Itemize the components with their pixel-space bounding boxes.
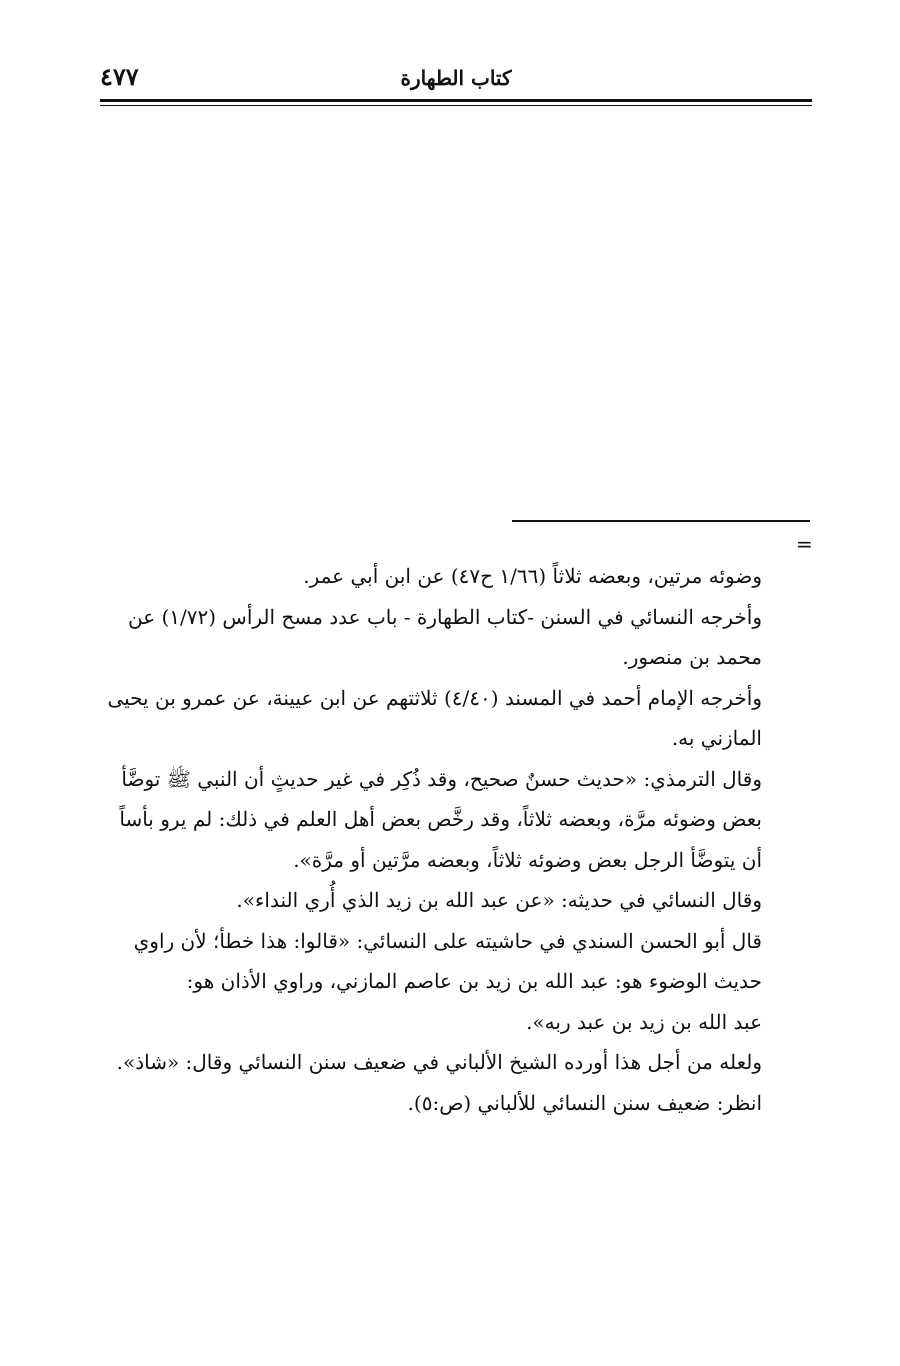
footnote-line: وضوئه مرتين، وبعضه ثلاثاً (١/٦٦ ح٤٧) عن ابن أبي عمر.: [303, 564, 762, 588]
footnote-line: عبد الله بن زيد بن عبد ربه».: [526, 1009, 762, 1034]
footnote-line: قال أبو الحسن السندي في حاشيته على النسائي: «قالوا: هذا خطأ؛ لأن راوي: [133, 928, 762, 953]
footnote-line: أن يتوضَّأ الرجل بعض وضوئه ثلاثاً، وبعضه مرَّتين أو مرَّة».: [293, 847, 762, 872]
footnote-line: وقال النسائي في حديثه: «عن عبد الله بن زيد الذي أُري النداء».: [236, 888, 762, 912]
footnote-line: محمد بن منصور.: [622, 645, 762, 669]
footnote-separator: [512, 520, 810, 522]
footnote-continuation-mark: =: [796, 532, 813, 556]
footnote-line: وقال الترمذي: «حديث حسنٌ صحيح، وقد ذُكِر في غير حديثٍ أن النبي ﷺ توضَّأ: [121, 766, 762, 791]
book-title: كتاب الطهارة: [400, 66, 512, 90]
footnote-line: وأخرجه النسائي في السنن -كتاب الطهارة - باب عدد مسح الرأس (١/٧٢) عن: [127, 604, 762, 629]
footnote-body: [100, 556, 762, 1123]
header-rule: [100, 99, 812, 102]
footnote-line: وأخرجه الإمام أحمد في المسند (٤/٤٠) ثلاثتهم عن ابن عيينة، عن عمرو بن يحيى: [107, 685, 762, 710]
footnote-line: ولعله من أجل هذا أورده الشيخ الألباني في ضعيف سنن النسائي وقال: «شاذ».: [116, 1050, 762, 1074]
footnote-line: المازني به.: [671, 726, 762, 750]
footnote-line: بعض وضوئه مرَّة، وبعضه ثلاثاً، وقد رخَّص بعض أهل العلم في ذلك: لم يرو بأساً: [119, 807, 762, 831]
page-number: ٤٧٧: [100, 62, 139, 91]
footnote-line: انظر: ضعيف سنن النسائي للألباني (ص:٥).: [407, 1090, 762, 1115]
footnote-line: حديث الوضوء هو: عبد الله بن زيد بن عاصم المازني، وراوي الأذان هو:: [186, 969, 762, 993]
header-rule-thin: [100, 105, 812, 106]
running-header: [100, 62, 812, 98]
